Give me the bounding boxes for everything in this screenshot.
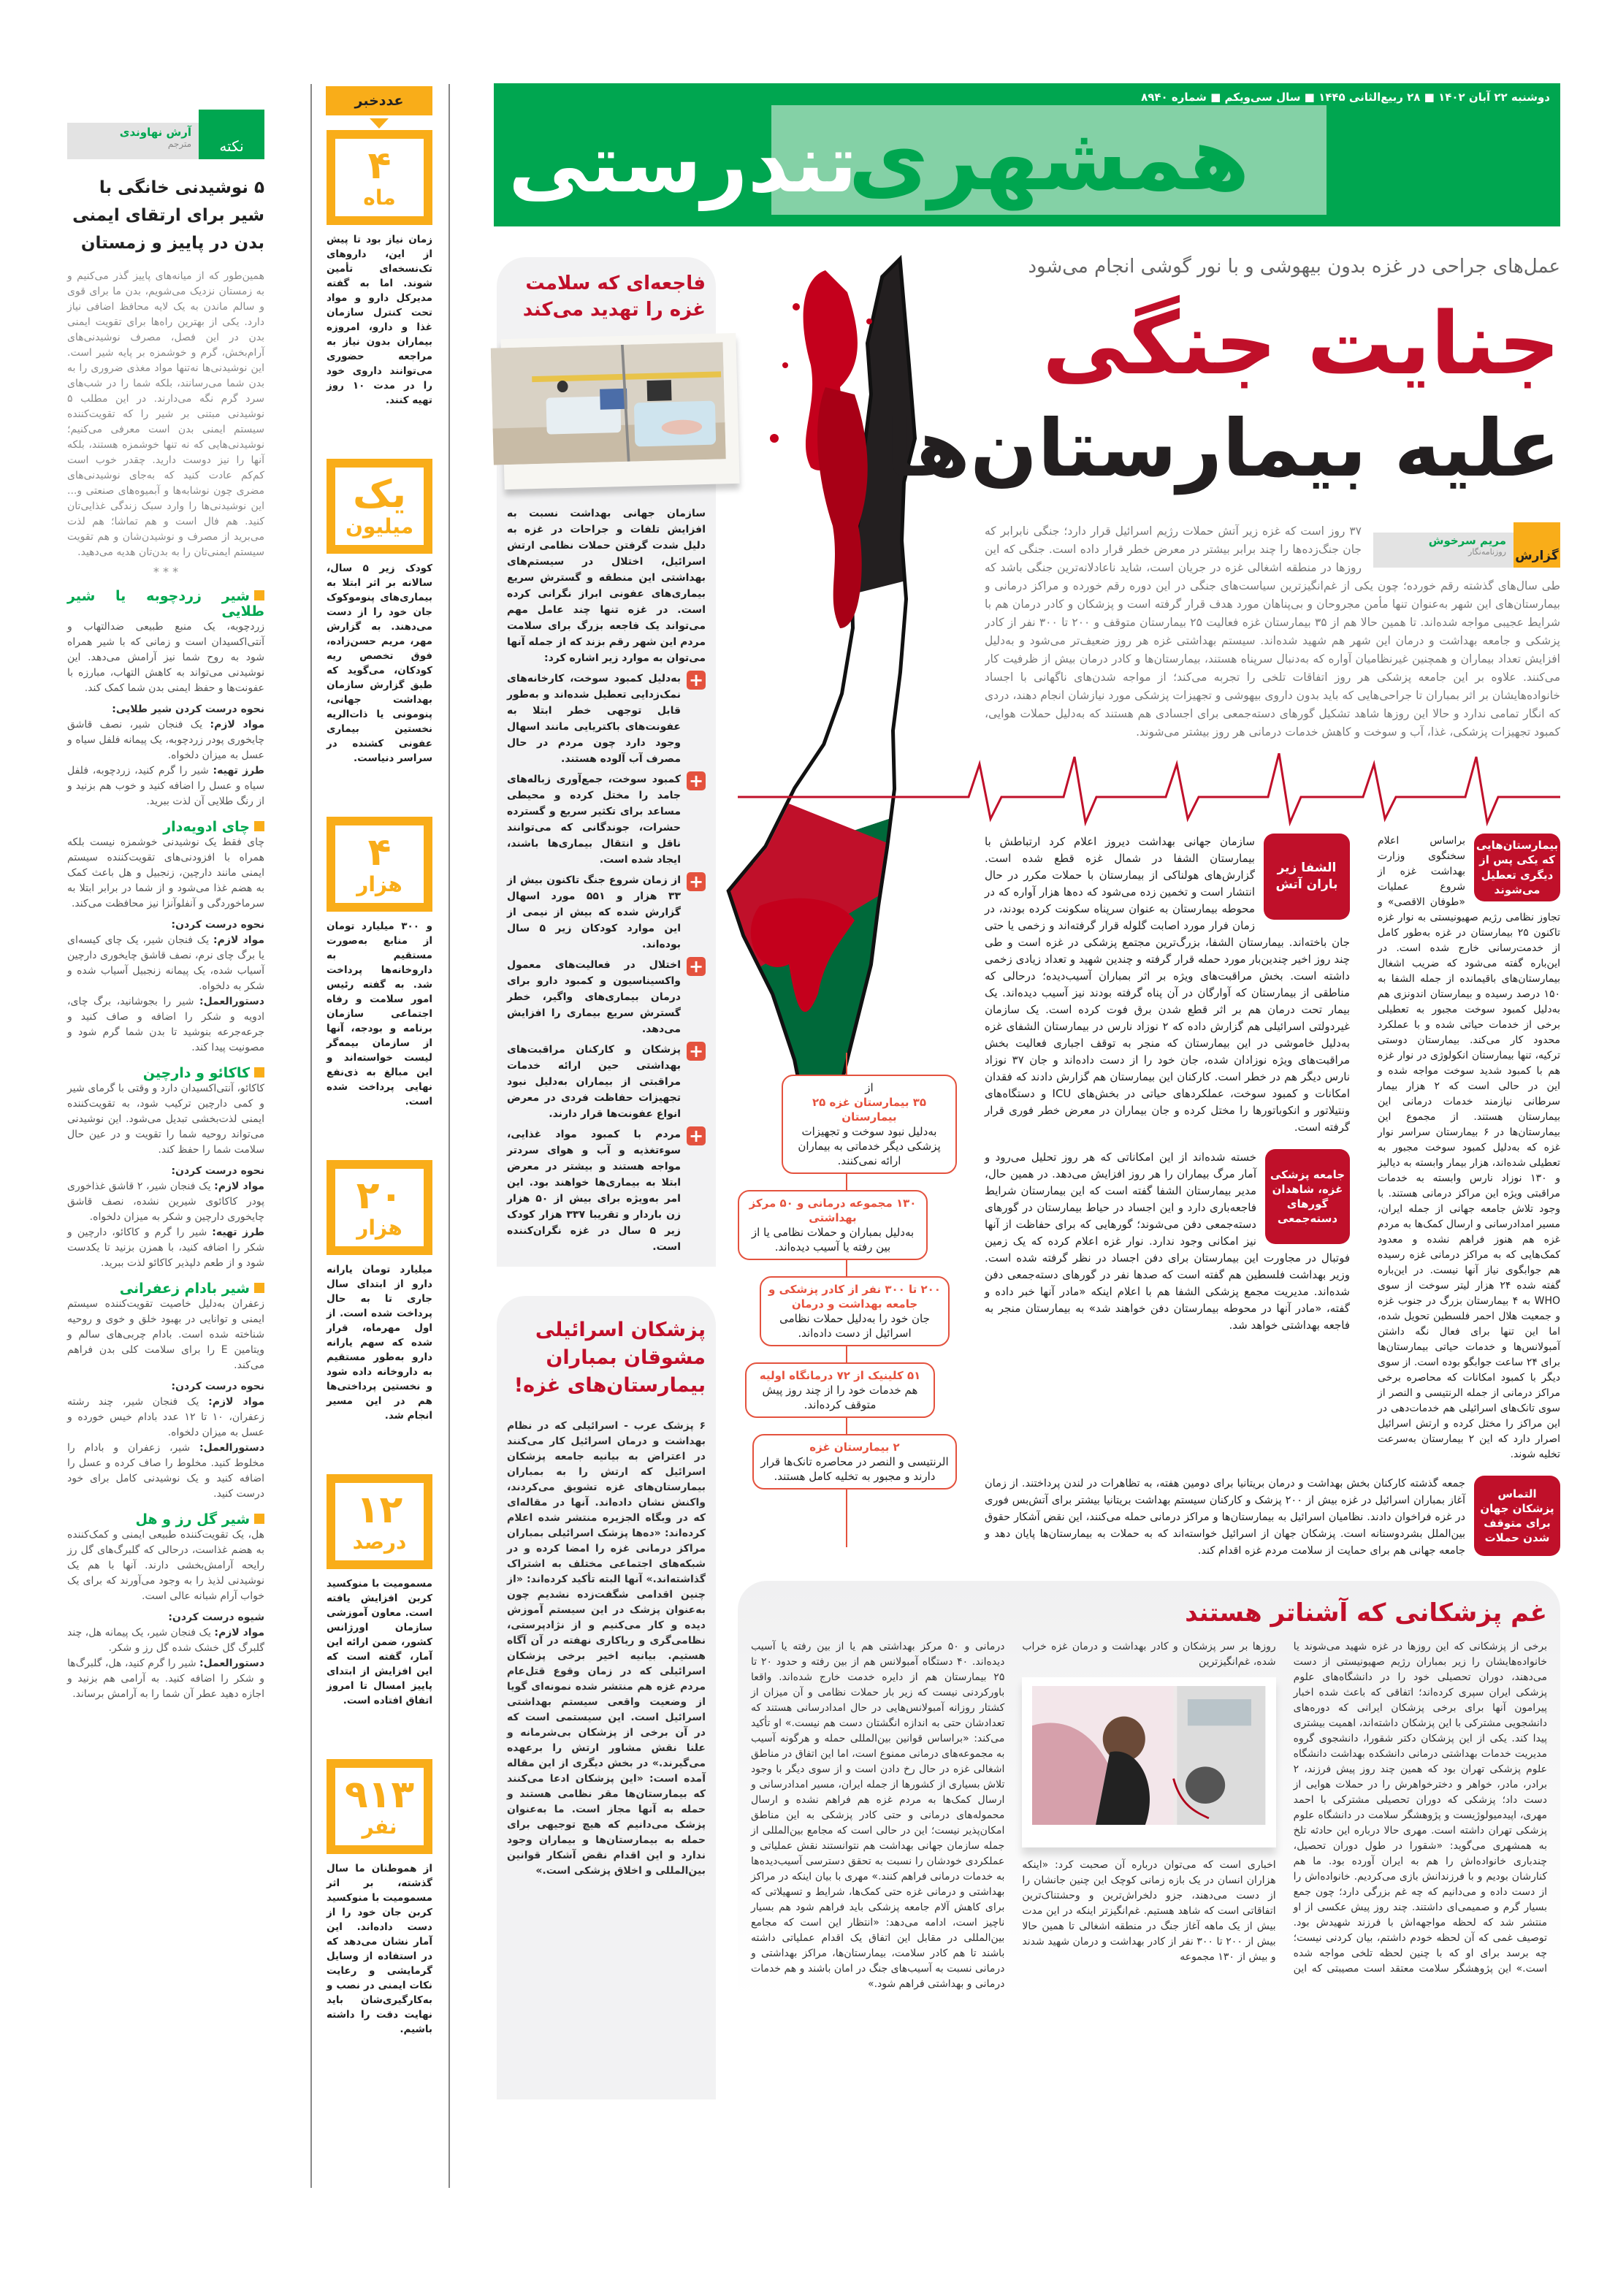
health-bullet bbox=[507, 957, 706, 1037]
number-value: ۱۲ bbox=[356, 1488, 403, 1532]
callout-text: جان خود را به‌دلیل حملات نظامی اسرائیل از دست داده‌اند. bbox=[779, 1312, 930, 1340]
medical-cross-icon: + bbox=[687, 1126, 706, 1145]
nokte-title: ۵ نوشیدنی خانگی با شیر برای ارتقای ایمنی بدن در پاییز و زمستان bbox=[72, 178, 264, 253]
nokte-author: آرش نهاوندی bbox=[119, 126, 191, 139]
callout-text: الرنتیسی و النصر در محاصره تانک‌ها قرار دارند و مجبور به تخلیه کامل هستند. bbox=[760, 1455, 949, 1483]
shifa-text: سازمان جهانی بهداشت دیروز اعلام کرد ارتباطش با بیمارستان الشفا در شمال غزه قطع شده است. گزارش‌های هولناکی از بیمارستان با حملات مکرر در حال انتشار است و تخمین زده می‌شود که ده‌ها هزار آواره که در محوطه بیمارستان به عنوان سرپناه سکونت کرده بودند، در زمان فرار مورد اصابت گلوله قرار گرفته‌اند و زخمی یا حتی جان باخته‌اند. بیمارستان الشفا، بزرگ‌ترین مجتمع پزشکی در غزه است و طی چند روز اخیر چندین‌بار مورد حمله قرار گرفته و چندین شهید و تعداد زیادی زخمی داشته است. بخش مراقبت‌های ویژه بر اثر بمباران آسیب‌دیده؛ درحالی که مناطقی از بیمارستان که آوارگان در آن پناه گرفته بودند نیز آسیب دیده‌اند. یک بیمار تحت درمان هم بر اثر قطع شدن برق فوت کرده است. یک سازمان غیردولتی اسرائیلی هم گزارش داده که ۲ نوزاد نارس در بیمارستان الشفای غزه به‌دلیل خاموشی در این بیمارستان که منجر به توقف اجباری فعالیت بخش مراقبت‌های ویژه نوزادان شده، جان خود را از دست داده‌اند و جان ۳۷ نوزاد نارس دیگر هم در خطر است. کارکنان این بیمارستان هم گزارش دادند که فقدان امکانات و کمبود سوخت، عملکردهای حیاتی در بخش‌های ICU و دستگاه‌های ونتیلاتور و انکوباتورها را مختل کرده و جان بیماران در معرض خطر فوری قرار گرفته است. bbox=[985, 835, 1351, 1134]
graves-text: خسته شده‌اند از این امکاناتی که هر روز تحلیل می‌رود و آمار مرگ بیماران را هر روز افزایش می‌دهد. در همین حال، مدیر بیمارستان الشفا گفته است که این بیمارستان شرایط فاجعه‌باری دارد و این اجساد در حیاط بیمارستان در گورهای دسته‌جمعی دفن می‌شوند؛ گورهایی که برای حفاظت از آنها نیز امکانی وجود ندارد. نوار غزه اعلام کرده که یک زمین فوتبال در مجاورت این بیمارستان برای دفن اجساد در نظر گرفته شده است. وزیر بهداشت فلسطین هم گفته است که صدها نفر در گورهای دسته‌جمعی دفن شده‌اند. مدیریت مجمع پزشکی الشفا هم با اعلام اینکه «مادر آنها خبر داده و گفته، «مادر آنها در محوطه بیمارستان دفن خواهند شد» به بیمارستان منجر به فاجعه بهداشتی خواهد شد. bbox=[985, 1151, 1350, 1332]
recipe-title: چای ادویه‌دار bbox=[67, 820, 264, 835]
stat-callout bbox=[745, 1362, 935, 1418]
health-bullet-text: مردم با کمبود مواد غذایی، سوء‌تغذیه و آب و هوای سردتر مواجه هستند و بیشتر در معرض ابتلا به بیماری‌ها خواهند بود. این امر به‌ویژه برای بیش از ۵۰ هزار زن باردار و تقریبا ۳۳۷ هزار کودک زیر ۵ سال در غزه نگران‌کننده است. bbox=[507, 1129, 682, 1253]
report-author-role: روزنامه‌نگار bbox=[1468, 547, 1506, 557]
patient-photo bbox=[1022, 1677, 1275, 1847]
number-box bbox=[327, 1160, 432, 1255]
number-box bbox=[327, 130, 432, 225]
doctors-grief-col3: درمانی و ۵۰ مرکز بهداشتی هم یا از بین رفته یا آسیب دیده‌اند. ۴۰ دستگاه آمبولانس هم از بین رفته و حدود ۲۰ تا ۲۵ بیمارستان هم از دایره خدمت خارج شده‌اند. واقعا باورکردنی نیست که زیر بار حملات نظامی و آن میزان از کشتار روزانه آمبولانس‌هایی در حال امدادرسانی هستند که تعدادشان حتی به اندازه انگشتان دست هم نیست.» او تأکید می‌کند: «براساس قوانین بین‌المللی حمله و هرگونه آسیب به مجموعه‌های درمانی ممنوع است، اما این اتفاق در مناطق اشغالی غزه در حال رخ دادن است و از سوی دیگر با وجود تلاش بسیاری از کشورها از جمله ایران، مسیر امدادرسانی و ارسال کمک‌ها به مردم غزه هم فراهم نشده و ارسال محموله‌های درمانی و حتی کادر پزشکی به این مناطق امکان‌پذیر نیست؛ این در حالی است که مجامع بین‌المللی از جمله سازمان جهانی بهداشت هم نتوانستند نقش عملیاتی و عملکردی خودشان را نسبت به تحقق دسترسی آسیب‌دیده‌ها به خدمات درمانی فراهم کنند.» مهری با بیان اینکه در مراکز بهداشتی و درمانی غزه حتی کمک‌ها، شرایط و تسهیلاتی که برای کاهش آلام جامعه پزشکی باید فراهم شود هم بسیار ناچیز است، ادامه می‌دهد: «انتظار این است که مجامع بین‌المللی در مقابل این اتفاق یک اقدام عملیاتی داشته باشند تا هم کادر سلامت، بیمارستان‌ها، مراکز بهداشتی و درمانی نسبت به آسیب‌های جنگ در امان باشند و هم خدمات درمانی و بهداشتی فراهم شود.» bbox=[751, 1641, 1005, 1990]
plea-label: التماس پزشکان جهان برای متوقف شدن حملات bbox=[1474, 1476, 1560, 1556]
heartbeat-line bbox=[738, 753, 1560, 826]
recipe-section bbox=[67, 1066, 264, 1271]
recipe-howto: شیوه درست کردن: bbox=[168, 1612, 264, 1623]
ingredients: یک فنجان شیر، نصف قاشق چایخوری پودر زردچوبه، یک پیمانه فلفل سیاه و عسل به میزان دلخواه. bbox=[67, 719, 264, 761]
callout-text: هم خدمات خود را از چند روز پیش متوقف کرده‌اند. bbox=[762, 1384, 918, 1411]
number-caption: زمان نیاز بود تا پیش از این، داروهای تک‌نسخه‌ای تأمین شوند. اما به گفته مدیرکل دارو و مواد تحت کنترل سازمان غذا و دارو، امروزه بیماران بدون نیاز به مراجعه حضوری می‌توانند داروی خود را در مدت ۱۰ روز تهیه کنند. bbox=[327, 234, 432, 406]
recipe-section bbox=[67, 820, 264, 1056]
health-bullet bbox=[507, 771, 706, 868]
graves-label: جامعه پزشکی غزه، شاهدان گورهای دسته‌جمعی bbox=[1265, 1149, 1350, 1244]
ingredients: یک فنجان شیر، یک پیمانه هل، چند گلبرگ گل خشک شده گل رز و شکر. bbox=[67, 1627, 264, 1654]
callout-pre: از bbox=[865, 1081, 874, 1094]
number-value: ۴ bbox=[367, 831, 392, 874]
ingredients-label: مواد لازم: bbox=[208, 1396, 264, 1408]
method-label: طرز تهیه: bbox=[213, 765, 264, 777]
recipe-body: کاکائو، آنتی‌اکسیدان دارد و وقتی با گرمای شیر و کمی دارچین ترکیب شود، به تقویت‌کننده ایمنی لذت‌بخشی تبدیل می‌شود. این نوشیدنی می‌تواند روحیه شما را تقویت و در عین حال سلامت شما را حفظ کند. bbox=[67, 1083, 264, 1156]
report-byline bbox=[1373, 533, 1560, 568]
medical-cross-icon: + bbox=[687, 771, 706, 790]
ingredients-label: مواد لازم: bbox=[213, 934, 264, 946]
dialysis-patient-image bbox=[1032, 1686, 1265, 1825]
numbers-column bbox=[326, 130, 432, 2088]
method-label: دستورالعمل: bbox=[199, 1442, 264, 1454]
health-bullet-text: اختلال در فعالیت‌های معمول واکسیناسیون و کمبود دارو برای درمان بیماری‌های واگیر، خطر گسترش سریع بیماری را افزایش می‌دهد. bbox=[507, 959, 681, 1035]
number-caption: از هموطنان ما سال گذشته، بر اثر مسمومیت با منوکسید کربن جان خود را از دست داده‌اند. این آمار نشان می‌دهد که در استفاده از وسایل گرمایشی و رعایت نکات ایمنی در نصب و به‌کارگیری‌شان باید نهایت دقت را داشته باشیم. bbox=[327, 1863, 432, 2035]
hospitals-text: براساس اعلام سخنگوی وزارت بهداشت غزه از شروع عملیات «طوفان الاقصی» و تجاوز نظامی رژیم صهیونیستی به نوار غزه تاکنون ۲۵ بیمارستان در غزه به‌طور کامل از خدمت‌رسانی خارج شده است. در این‌باره گفته می‌شود که ضریب اشغال بیمارستان‌های باقیمانده از جمله الشفا به ۱۵۰ درصد رسیده و بیمارستان اندونزی هم به‌دلیل کمبود سوخت مجبور به تعطیلی برخی از خدمات حیاتی شده و با عملکرد محدود کار می‌کند. بیمارستان دوستی ترکیه، تنها بیمارستان انکولوژی در نوار غزه هم با کمبود شدید سوخت مواجه شده و این در حالی است که ۲ هزار بیمار سرطانی نیازمند خدمات درمانی این بیمارستان هستند. از مجموع این بیمارستان‌ها در ۶ بیمارستان سراسر نوار غزه که به‌دلیل کمبود سوخت مجبور به تعطیلی شده‌اند، هزار بیمار وابسته به دیالیز و ۱۳۰ نوزاد نارس وابسته به خدمات مراقبتی ویژه این مراکز درمانی هستند. با وجود تلاش جامعه جهانی از جمله ایران، مسیر امدادرسانی و ارسال کمک‌ها به مردم غزه هم هنوز فراهم نشده و معدود کمک‌هایی که به مراکز درمانی غزه رسیده هم جوابگوی نیاز آنها نیست. در این‌باره گفته شده ۲۴ هزار لیتر سوخت از سوی WHO به ۴ بیمارستان بزرگ در جنوب غزه و جمعیت هلال احمر فلسطین تحویل شده، اما این تنها برای فعال نگه داشتن آمبولانس‌ها و خدمات حیاتی بیمارستان‌ها برای ۲۴ ساعت جوابگو بوده است. از سوی دیگر با کمبود امکانات که محاصره برخی مراکز درمانی از جمله الرنتیسی و النصر از سوی تانک‌های اسرائیلی هم خدمات‌دهی در این مراکز را مختل کرده و ارتش اسرائیل اصرار دارد که این ۲ بیمارستان به‌سرعت تخلیه شوند. bbox=[1378, 835, 1561, 1460]
nokte-column bbox=[67, 110, 264, 1702]
callout-text: به‌دلیل نبود سوخت و تجهیزات پزشکی دیگر خدماتی به بیماران ارائه نمی‌کنند. bbox=[798, 1125, 941, 1167]
headline-secondary: علیه بیمارستان‌ها bbox=[885, 403, 1560, 495]
recipe-section bbox=[67, 1512, 264, 1702]
method: شیر را گرم کنید، هل، گلبرگ‌ها و شکر را اضافه کنید. به آرامی هم بزنید و اجازه دهید عطر آن شما را به آرامش برساند. bbox=[67, 1658, 264, 1700]
health-bullets bbox=[507, 671, 706, 1255]
recipe-title: شیر گل رز و هل bbox=[67, 1512, 264, 1528]
method: شیر را گرم کنید، زردچوبه، فلفل سیاه و عسل را اضافه کنید و خوب هم بزنید و از رنگ طلایی آن لذت ببرید. bbox=[67, 765, 264, 807]
ingredients-label: مواد لازم: bbox=[210, 719, 264, 731]
recipe-howto: نحوه درست کردن: bbox=[171, 919, 264, 931]
recipe-title: شیر بادام زعفرانی bbox=[67, 1281, 264, 1297]
medical-cross-icon: + bbox=[687, 957, 706, 976]
recipe-section bbox=[67, 589, 264, 809]
masthead bbox=[494, 83, 1560, 226]
health-bullet bbox=[507, 872, 706, 953]
recipe-body: هل، یک تقویت‌کننده طبیعی ایمنی و کمک‌کننده به هضم غذاست، درحالی که گلبرگ‌های گل رز رایحه آرامش‌بخشی دارند. آنها با هم یک نوشیدنی لذیذ را به وجود می‌آورند که برای یک خواب آرام شبانه عالی است. bbox=[67, 1529, 264, 1602]
medical-cross-icon: + bbox=[687, 671, 706, 690]
report-author: مریم سرخوش bbox=[1428, 534, 1506, 547]
headline-primary: جنایت جنگی bbox=[1042, 293, 1560, 394]
callout-head: ۳۵ بیمارستان غزه ۲۵ بیمارستان bbox=[812, 1096, 927, 1124]
plea-text: جمعه گذشته کارکنان بخش بهداشت و درمان بریتانیا برای دومین هفته، به تظاهرات در لندن پرداختند. از زمان آغاز بمباران اسرائیل در غزه بیش از ۲۰۰ پزشک و کارکنان سیستم بهداشت بریتانیا بیشتر برای آتش‌بس فوری در غزه فراخوان دادند. نظامیان اسرائیل به بیمارستان‌ها و مراکز درمانی حمله می‌کنند، این نقض آشکار حقوق بین‌الملل بشردوستانه است. پزشکان جهان از اسرائیل خواسته‌اند که به حملات به بیمارستان‌ها پایان دهد و جامعه جهانی هم برای حمایت از سلامت مردم غزه اقدام کند. bbox=[985, 1478, 1465, 1557]
doctors-grief-columns bbox=[751, 1639, 1547, 1992]
number-unit: ماه bbox=[363, 186, 396, 210]
recipe-body: زردچوبه، یک منبع طبیعی ضدالتهاب و آنتی‌اکسیدان است و زمانی که با شیر همراه شود به روح شما نیز آرامش می‌دهد. این نوشیدنی می‌تواند به کاهش التهاب، مبارزه با عفونت‌ها و حفظ ایمنی بدن شما کمک کند. bbox=[67, 621, 264, 694]
recipe-body: زعفران به‌دلیل خاصیت تقویت‌کننده سیستم ایمنی و توانایی در بهبود خلق و خوی و روحیه شناخته شده است. بادام چربی‌های سالم و ویتامین E را برای سلامت کلی بدن فراهم می‌کند. bbox=[67, 1298, 264, 1371]
numbers-header: عددخبر bbox=[326, 86, 432, 115]
recipe-howto: نحوه درست کردن: bbox=[171, 1165, 264, 1177]
method: شیر را بجوشانید، برگ چای، ادویه و شکر را اضافه و صاف کنید و جرعه‌جرعه بنوشید تا بدن شما گرم شود و مصونیت پیدا کند. bbox=[67, 996, 264, 1053]
number-value: ۹۱۳ bbox=[344, 1773, 415, 1817]
number-value: ۲۰ bbox=[356, 1174, 403, 1218]
health-bullet bbox=[507, 1126, 706, 1255]
health-bullet-text: از زمان شروع جنگ تاکنون بیش از ۳۳ هزار و ۵۵۱ مورد اسهال گزارش شده که بیش از نیمی از این موارد کودکان زیر ۵ سال بوده‌اند. bbox=[507, 874, 682, 950]
shifa-label: الشفا زیر باران آتش bbox=[1264, 834, 1350, 920]
stat-callout bbox=[738, 1190, 928, 1260]
date-line: دوشنبه ۲۲ آبان ۱۴۰۲ ■ ۲۸ ربیع‌الثانی ۱۴۴۵ ■ سال سی‌ویکم ■ شماره ۸۹۴۰ bbox=[1141, 91, 1550, 104]
callout-head: ۵۱ کلینیک از ۷۲ درمانگاه اولیه bbox=[759, 1369, 921, 1382]
number-unit: هزار bbox=[356, 1216, 402, 1240]
israeli-doctors-box bbox=[497, 1296, 716, 2099]
health-box-title: فاجعه‌ای که سلامت غزه را تهدید می‌کند bbox=[522, 272, 706, 321]
callouts bbox=[738, 834, 957, 1562]
doctors-grief-col2: اخباری است که می‌توان درباره آن صحبت کرد: «اینکه هزاران انسان در یک بازه زمانی کوچک این چنین جانشان را از دست می‌دهند، جزو دلخراش‌ترین و وحشتناک‌ترین اتفاقاتی است که شاهد هستیم. غم‌انگیزتر اینکه در این مدت بیش از یک ماهه آغاز جنگ در منطقه اشغالی تا همین حالا بیش از ۲۰۰ تا ۳۰۰ نفر از کادر بهداشت و درمان شهید شدند و بیش از ۱۳۰ مجموعه bbox=[1022, 1859, 1276, 1963]
number-box bbox=[327, 817, 432, 912]
method: شیر، زعفران و بادام را مخلوط کنید. مخلوط را صاف کرده و عسل را اضافه کنید و یک نوشیدنی کامل برای خود درست کنید. bbox=[67, 1442, 264, 1500]
number-caption: مسمومیت با منوکسید کربن افزایش یافته است. معاون آموزشی سازمان اورژانس کشور، ضمن ارائه این آمار، گفته است که این افزایش از ابتدای پاییز امسال تا امروز اتفاق افتاده است. bbox=[327, 1578, 432, 1706]
doctors-grief-box bbox=[738, 1581, 1560, 1999]
section-name: تندرستی bbox=[508, 117, 858, 210]
number-caption: میلیارد تومان یارانه دارو از ابتدای سال جاری تا به حال پرداخت شده است. از اول مهرماه، قرار شده که سهم یارانه دارو به‌طور مستقیم به داروخانه داده شود و نخستین پرداختی‌ها هم در این مسیر انجام شد. bbox=[327, 1264, 432, 1422]
stat-callout bbox=[782, 1075, 957, 1174]
stat-callout bbox=[760, 1276, 950, 1346]
health-bullet-text: به‌دلیل کمبود سوخت، کارخانه‌های نمک‌زدایی تعطیل شده‌اند و به‌طور قابل توجهی خطر ابتلا به عفونت‌های باکتریایی مانند اسهال وجود دارد چون مردم در حال مصرف آب آلوده هستند. bbox=[507, 673, 681, 765]
nokte-sections bbox=[67, 589, 264, 1702]
health-bullet-text: پزشکان و کارکنان مراقبت‌های بهداشتی حین ارائه خدمات مراقبتی از بیماران به‌دلیل نبود تجهیزات حفاظت فردی در معرض انواع عفونت‌ها قرار دارند. bbox=[507, 1044, 681, 1120]
callout-head: ۱۳۰ مجموعه درمانی و ۵۰ مرکز بهداشتی bbox=[749, 1197, 917, 1224]
health-box-intro: سازمان جهانی بهداشت نسبت به افزایش تلفات و جراحات در غزه به دلیل شدت گرفتن حملات نظامی ارتش اسرائیل، اختلال در سیستم‌های بهداشتی این منطقه و گسترش سریع بیماری‌های عفونی ابراز نگرانی کرده است. در غزه تنها چند عامل مهم می‌تواند یک فاجعه بزرگ برای سلامت مردم این شهر رقم بزند که از جمله آنها می‌توان به موارد زیر اشاره کرد: bbox=[507, 508, 706, 664]
hospitals-label: بیمارستان‌هایی که یکی پس از دیگری تعطیل می‌شوند bbox=[1474, 834, 1560, 901]
israeli-doctors-title: پزشکان اسرائیلی مشوقان بمباران بیمارستان‌های غزه! bbox=[514, 1319, 706, 1397]
stat-callout bbox=[752, 1434, 957, 1490]
number-caption: کودک زیر ۵ سال، سالانه بر اثر ابتلا به بیماری‌های پنوموکوک جان خود را از دست می‌دهند. به گزارش مهر، مریم حسن‌زاده، فوق تخصص ریه کودکان، می‌گوید که طبق گزارش سازمان بهداشت جهانی، پنومونی یا ذات‌الریه نخستین بیماری عفونی کشنده در سراسر دنیاست. bbox=[327, 562, 432, 764]
number-caption: و ۳۰۰ میلیارد تومان از منابع به‌صورت مستقیم به داروخانه‌ها پرداخت شد. به گفته رئیس امور سلامت و رفاه اجتماعی سازمان برنامه و بودجه، آنها از سازمان بیمه‌گر لیست خواسته‌اند و این مبالغ به ذی‌نفع نهایی پرداخت شده است. bbox=[327, 920, 432, 1107]
brand-logo: همشهری bbox=[771, 105, 1327, 215]
incubator-photo-image bbox=[491, 342, 726, 465]
doctors-grief-col1: برخی از پزشکانی که این روزها در غزه شهید می‌شوند یا خانواده‌هایشان را زیر بمباران رژیم صهیونیستی از دست می‌دهند، دوران تحصیلی خود را در دانشگاه‌های علوم پزشکی ایران سپری کرده‌اند؛ اتفاقی که باعث شده اخبار پیرامون آنها برای برخی پزشکان ایرانی که دوره‌های دانشجویی مشترکی با این پزشکان داشته‌اند، اهمیت بیشتری پیدا کند. یکی از این پزشکان دکتر شقورا، دانشجوی گروه مدیریت خدمات بهداشتی درمانی دانشکده بهداشت دانشگاه علوم پزشکی تهران بود که همین چند روز پیش فرزند، ۲ برادر، مادر، خواهر و دخترخواهرش را در حملات هوایی از دست داد؛ پزشکی که دوران تحصیلی مشترکی با احمد مهری، اپیدمیولوژیست و پژوهشگر سلامت در دانشگاه علوم پزشکی تهران داشته است. مهری حالا درباره این حادثه تلخ به همشهری می‌گوید: «شقورا در طول دوران تحصیل، چندباری خانواده‌اش را هم به ایران آورده بود. ما هم کنارشان بودیم و با فرزندانش بازی می‌کردیم. خانواده‌اش را از دست داده و می‌دانیم که چه غم بزرگی دارد؛ چون جمع بسیار گرم و صمیمی‌ای داشتند. چند روز پیش عکسی از او منتشر شد که لحظه مواجهه‌اش با فرزند شهیدش بود. توصیف غمی که آن لحظه خودم داشتم، بیان کردنی نیست؛ چه برسد برای او که با چنین لحظه تلخی مواجه شده است.» این پژوهشگر سلامت معتقد است مصیبتی که این روزها بر سر پزشکان و کادر بهداشت و درمان غزه خراب شده، غم‌انگیزترین bbox=[1022, 1641, 1547, 1975]
recipe-howto: نحوه درست کردن شیر طلایی: bbox=[112, 703, 264, 715]
ingredients: یک فنجان شیر، ۲ قاشق غذاخوری پودر کاکائوی شیرین نشده، نصف قاشق چایخوری دارچین و شکر به میزان دلخواه. bbox=[67, 1181, 264, 1223]
recipe-title: شیر زردچوبه یا شیر طلایی bbox=[67, 588, 264, 619]
method-label: دستورالعمل: bbox=[199, 996, 264, 1007]
ingredients: یک فنجان شیر، یک چای کیسه‌ای یا برگ چای نرم، نصف قاشق چایخوری دارچین آسیاب شده، یک پیمانه زنجبیل آسیاب شده و شکر به دلخواه. bbox=[67, 934, 264, 992]
nokte-header bbox=[67, 123, 264, 159]
health-box bbox=[497, 257, 716, 1267]
report-lead: ۳۷ روز است که غزه زیر آتش حملات رژیم اسرائیل قرار دارد؛ جنگی نابرابر که جان جنگ‌زده‌ها را چند برابر بیشتر در معرض خطر قرار داده است. جنگی که این روزها در منطقه اشغالی غزه در جریان است، شاید ناعادلانه‌ترین جنگی باشد که طی سال‌های گذشته رقم خورده؛ چون یکی از غم‌انگیزترین سیاست‌های جنگی در این دوره رقم خورده و مراکز درمانی و بیمارستان‌های این شهر به‌عنوان تنها مأمن مجروحان و بی‌پناهان مورد هدف قرار گرفته است و پزشکان و کادر درمان هم با شرایط عجیبی مواجه شده‌اند. تا همین حالا هم از ۳۵ بیمارستان غزه فعالیت ۲۵ بیمارستان متوقف و ۲۰۰ تا ۳۰۰ نفر از کادر پزشکی و جامعه بهداشت و درمان این شهر هم شهید شده‌اند. سیستم بهداشتی غزه هر روز ضعیف‌تر می‌شود و به‌دلیل افزایش تعداد بیماران و همچنین غیرنظامیان آواره که به‌دنبال سرپناه هستند، بیمارستان‌ها و کادر درمان بیش از ظرفیت کار می‌کنند. علاوه بر این جامعه پزشکی هر روز اتفاقات تلخی را تجربه می‌کند؛ از مواجه شدن‌های ناگهانی با اجساد خانواده‌هایشان بر اثر بمباران تا جراحی‌هایی که باید بدون داروی بیهوشی و تجهیزات پزشکی مورد نیازشان انجام دهند، دردی که انگار تمامی ندارد و حالا این روزها شاهد تشکیل گورهای دسته‌جمعی برای اجسادی هم هستند که به‌دلیل حملات هوایی، کمبود تجهیزات پزشکی، غذا، آب و سوخت و کاهش خدمات درمانی هر روز بیشتر می‌شوند. bbox=[985, 525, 1560, 739]
number-box bbox=[327, 459, 432, 554]
nokte-author-role: مترجم bbox=[167, 139, 191, 149]
health-bullet bbox=[507, 671, 706, 767]
number-unit: نفر bbox=[362, 1815, 397, 1839]
number-value: یک bbox=[353, 473, 406, 516]
medical-cross-icon: + bbox=[687, 1042, 706, 1061]
israeli-doctors-text: ۶ پزشک عرب - اسرائیلی که در نظام بهداشت و درمان اسرائیل کار می‌کنند در اعتراض به بیانیه جامعه پزشکان اسرائیل که ارتش را به بمباران بیمارستان‌های غزه تشویق می‌کردند، واکنش نشان داده‌اند. آنها در مقاله‌ای که در وبگاه الجزیره منتشر شده اعلام کرده‌اند: «ده‌ها پزشک اسرائیلی بمباران مراکز درمانی غزه را امضا کرده و در شبکه‌های اجتماعی مختلف به اشتراک گذاشته‌اند.» آنها البته تأکید کرده‌اند: «از چنین اقدامی شگفت‌زده نشدیم چون به‌عنوان پزشک در این سیستم آموزش دیده و کار می‌کنیم و از نژادپرستی، نظامی‌گری و ریاکاری نهفته در آن آگاه هستیم. بیانیه اخیر برخی پزشکان اسرائیلی که در زمان وقوع قتل‌عام مردم غزه هم منتشر شده نمونه‌ای گویا از وضعیت واقعی سیستم بهداشتی اسرائیل است. این سیستمی است که در آن برخی از پزشکان بی‌شرمانه و علنا نقش مشاور ارتش را برعهده می‌گیرند.» در بخش دیگری از این مقاله آمده است: «این پزشکان ادعا می‌کنند که بیمارستان‌ها مقر نظامی هستند و حمله به آنها مجاز است. ما به‌عنوان پزشک می‌دانیم که هیچ توجیهی برای حمله به بیمارستان‌ها و بیماران وجود ندارد و این اقدام نقض آشکار قوانین بین‌المللی و اخلاق پزشکی است.» bbox=[507, 1420, 706, 1877]
separator: * * * bbox=[153, 565, 179, 579]
callout-head: ۲۰۰ تا ۳۰۰ نفر از کادر پزشکی و جامعه بهداشت و درمان bbox=[768, 1283, 941, 1311]
number-unit: درصد bbox=[352, 1530, 407, 1554]
number-value: ۴ bbox=[367, 144, 392, 188]
nokte-tag: نکته bbox=[199, 110, 264, 159]
plea-section bbox=[985, 1476, 1560, 1562]
callout-head: ۲ بیمارستان غزه bbox=[809, 1441, 900, 1454]
health-bullet-text: کمبود سوخت، جمع‌آوری زباله‌های جامد را مختل کرده و محیطی مساعد برای تکثیر سریع و گسترده حشرات، جوندگانی که می‌توانند ناقل و انتقال بیماری‌ها باشند، ایجاد شده است. bbox=[507, 774, 681, 866]
recipe-body: چای فقط یک نوشیدنی خوشمزه نیست بلکه همراه با افزودنی‌های تقویت‌کننده سیستم ایمنی مانند دارچین، زنجبیل و هل باعث کمک به هضم غذا می‌شود و از شما در برابر ابتلا به سرماخوردگی و آنفلوآنزا نیز محافظت می‌کند. bbox=[67, 836, 264, 909]
number-unit: هزار bbox=[356, 872, 402, 896]
column-divider bbox=[448, 84, 450, 2188]
number-box bbox=[327, 1474, 432, 1569]
method-label: طرز تهیه: bbox=[212, 1227, 264, 1238]
nicu-photo bbox=[500, 333, 739, 489]
report-tag: گزارش bbox=[1514, 522, 1560, 568]
method-label: دستورالعمل: bbox=[199, 1658, 264, 1669]
number-box bbox=[327, 1759, 432, 1854]
doctors-grief-title: غم پزشکانی که آشناتر هستند bbox=[1185, 1598, 1547, 1628]
number-unit: میلیون bbox=[345, 514, 414, 538]
shifa-graves-section bbox=[985, 834, 1350, 1334]
recipe-howto: نحوه درست کردن: bbox=[171, 1381, 264, 1392]
ingredients-label: مواد لازم: bbox=[214, 1181, 264, 1192]
medical-cross-icon: + bbox=[687, 872, 706, 891]
hospitals-section bbox=[1378, 834, 1560, 1462]
ingredients-label: مواد لازم: bbox=[214, 1627, 264, 1639]
column-divider bbox=[310, 84, 312, 2188]
main-story-area bbox=[738, 252, 1560, 1999]
health-bullet bbox=[507, 1042, 706, 1122]
method: شیر را گرم و کاکائو، دارچین و شکر را اضافه کنید، با همزن بزنید تا یکدست شود و از طعم دلپذیر کاکائو لذت ببرید. bbox=[67, 1227, 264, 1269]
middle-left-column bbox=[497, 257, 716, 2099]
recipe-title: کاکائو و دارچین bbox=[67, 1066, 264, 1081]
recipe-section bbox=[67, 1281, 264, 1502]
nokte-intro: همین‌طور که از میانه‌های پاییز گذر می‌کنیم و به زمستان نزدیک می‌شویم، بدن ما برای قوی و سالم ماندن به یک لایه محافظ اضافی نیاز دارد. یکی از بهترین راه‌ها برای تقویت ایمنی بدن در این فصل، مصرف نوشیدنی‌های آرام‌بخش، گرم و خوشمزه بر پایه شیر است. این نوشیدنی‌ها نه‌تنها مواد مغذی ضروری را به بدن شما می‌رسانند، بلکه شما را در شب‌های سرد گرم نگه می‌دارند. در این مطلب ۵ نوشیدنی مبتنی بر شیر را که تقویت‌کننده سیستم ایمنی بدن است معرفی می‌کنیم؛ نوشیدنی‌هایی که نه تنها خوشمزه هستند، بلکه آنها را نیز دوست دارید. چقدر خوب است کم‌کم عادت کنید که به‌جای نوشیدنی‌های مضری چون نوشابه‌ها و آبمیوه‌های صنعتی و... این نوشیدنی‌ها را وارد سبک زندگی غذایی‌تان کنید. هم فال است و هم تماشا؛ هم لذت می‌برید از مصرف و نوشیدن‌شان و هم تقویت سیستم ایمنی‌تان را به بدن‌تان هدیه می‌دهید. bbox=[67, 270, 264, 558]
callout-text: به‌دلیل بمباران و حملات نظامی یا از بین رفته یا آسیب دیده‌اند. bbox=[751, 1226, 915, 1254]
ingredients: یک فنجان شیر، چند رشته زعفران، ۱۰ تا ۱۲ عدد بادام خیس خورده و عسل به میزان دلخواه. bbox=[67, 1396, 265, 1438]
report-lead-block bbox=[985, 522, 1560, 741]
kicker: عمل‌های جراحی در غزه بدون بیهوشی و با نور گوشی انجام می‌شود bbox=[1028, 256, 1560, 278]
sections-grid bbox=[738, 834, 1560, 1562]
